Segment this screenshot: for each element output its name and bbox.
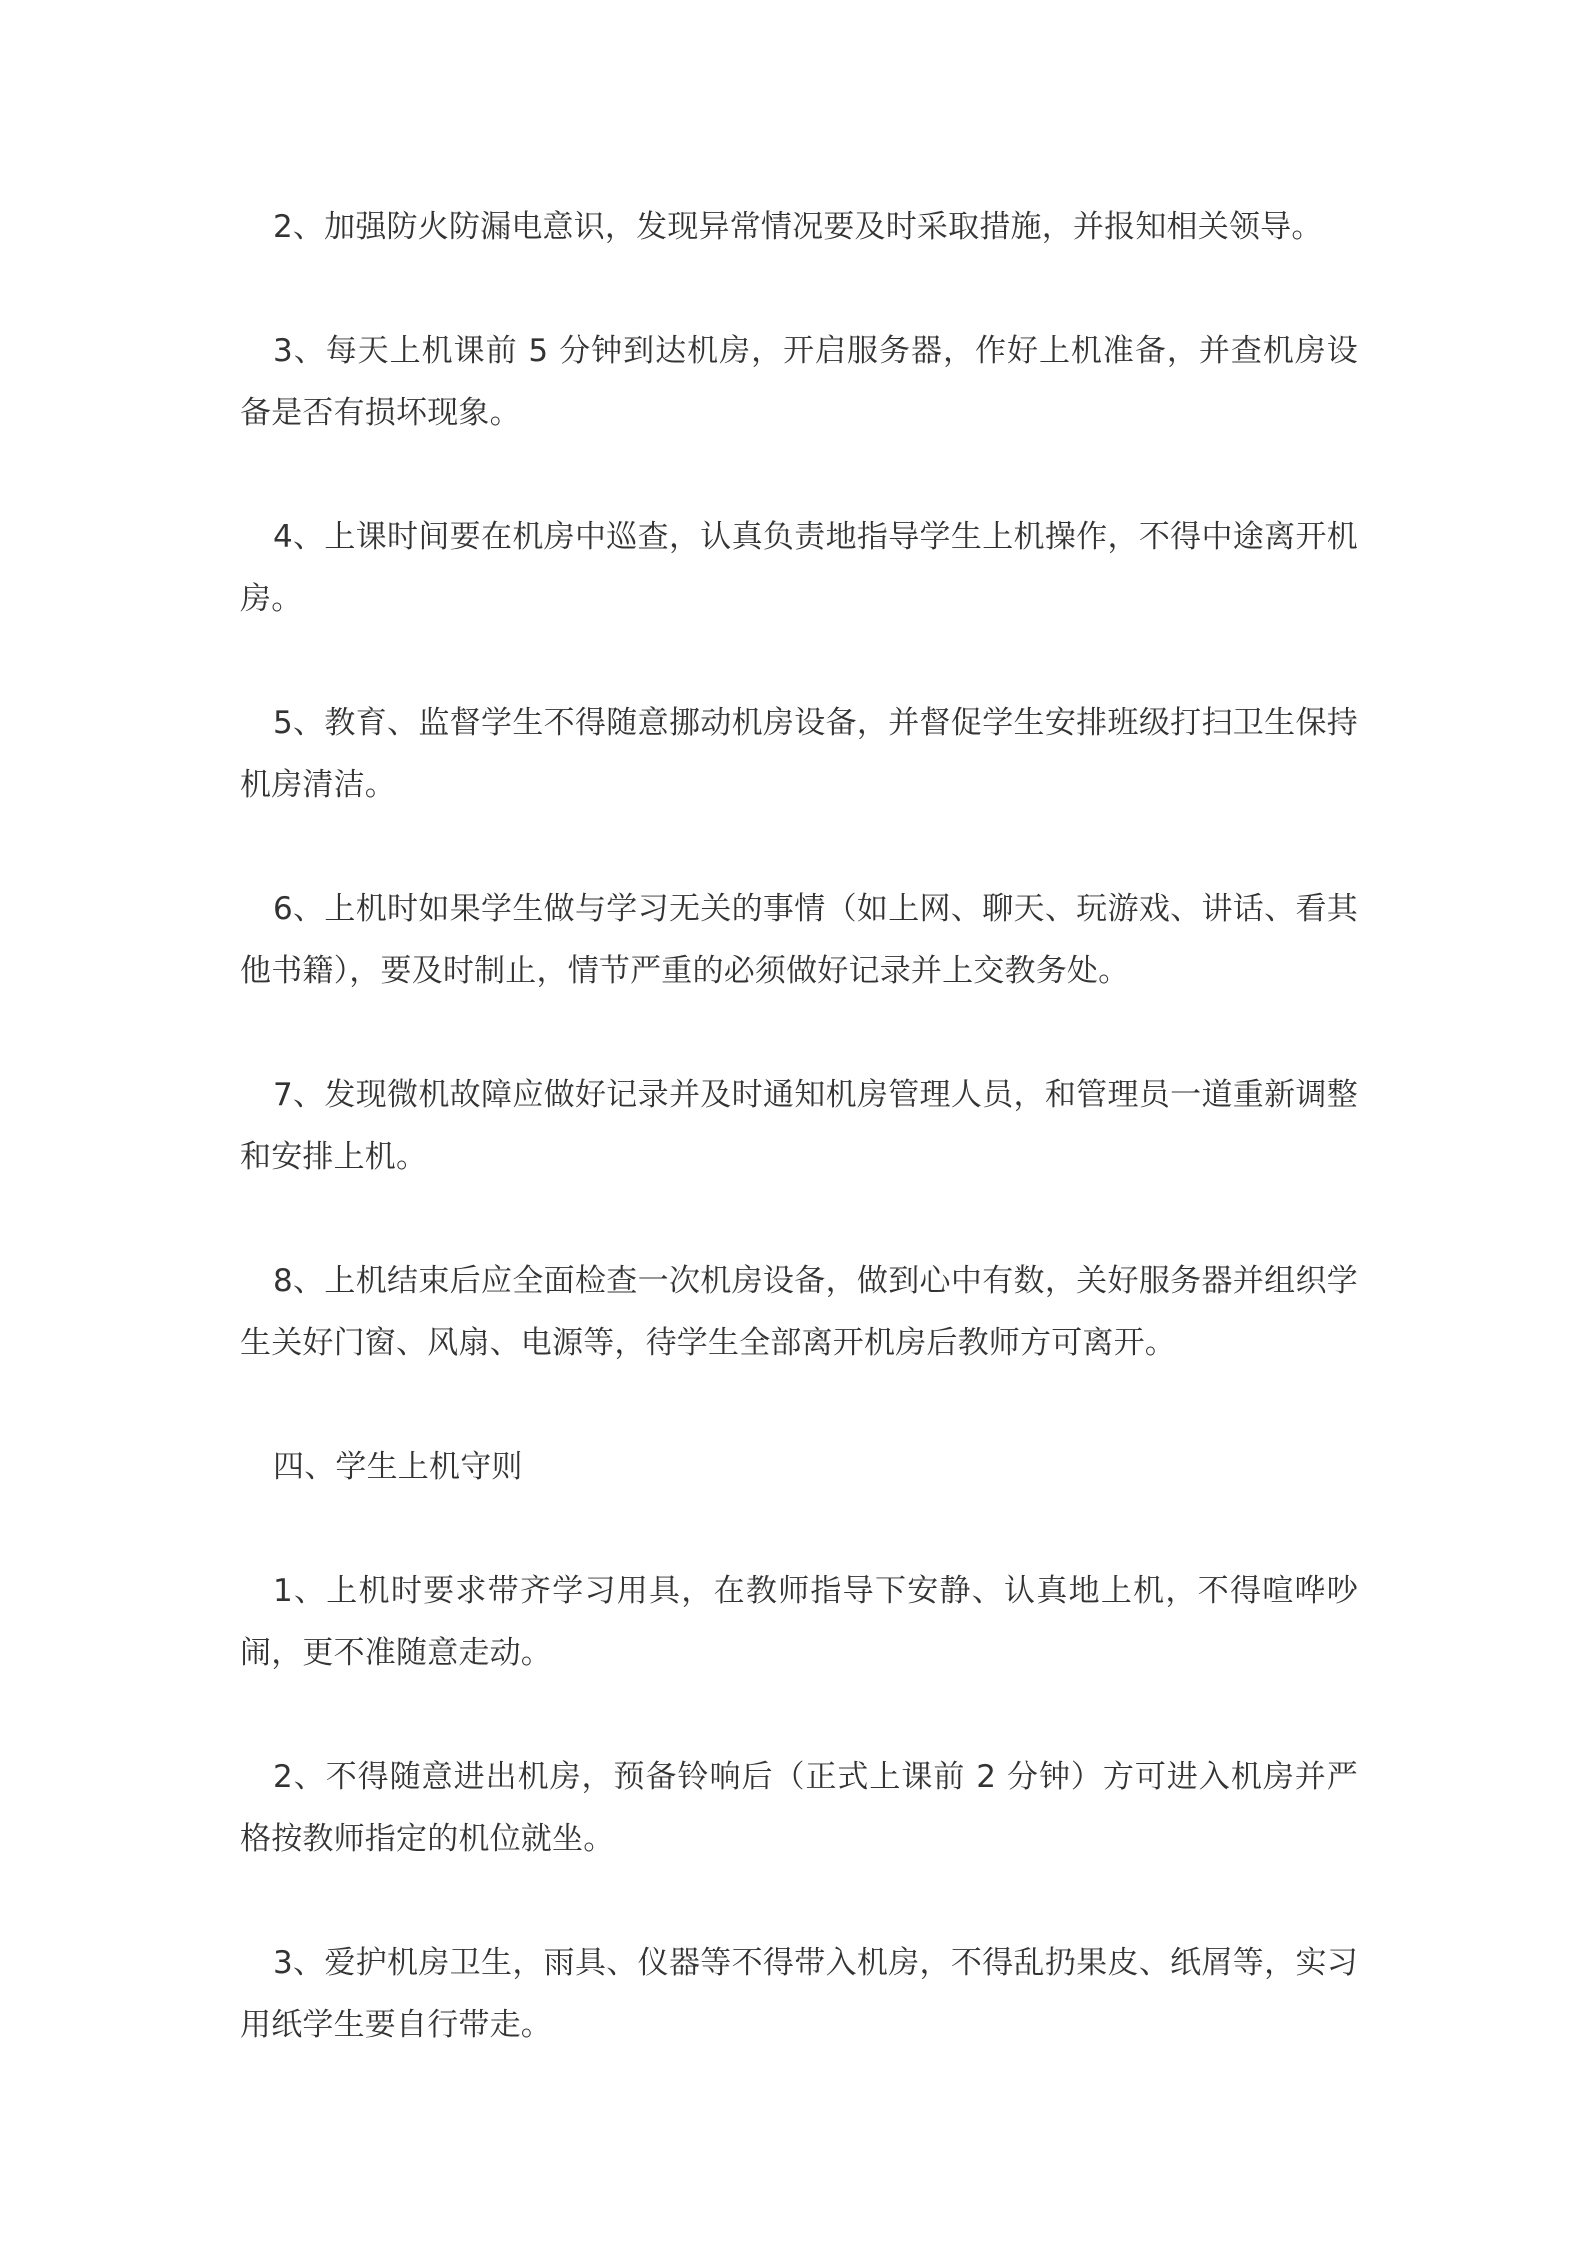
- teacher-rule-3: 3、每天上机课前 5 分钟到达机房，开启服务器，作好上机准备，并查机房设备是否有损坏现象。: [240, 333, 1358, 431]
- teacher-rule-8: 8、上机结束后应全面检查一次机房设备，做到心中有数，关好服务器并组织学生关好门窗、风扇、电源等，待学生全部离开机房后教师方可离开。: [240, 1263, 1358, 1361]
- section-heading-student-rules: 四、学生上机守则: [273, 1449, 523, 1485]
- student-rule-3: 3、爱护机房卫生，雨具、仪器等不得带入机房，不得乱扔果皮、纸屑等，实习用纸学生要自行带走。: [240, 1945, 1358, 2043]
- teacher-rule-7: 7、发现微机故障应做好记录并及时通知机房管理人员，和管理员一道重新调整和安排上机。: [240, 1077, 1358, 1175]
- student-rule-2: 2、不得随意进出机房，预备铃响后（正式上课前 2 分钟）方可进入机房并严格按教师指定的机位就坐。: [240, 1759, 1358, 1857]
- document-page: [240, 196, 1358, 2118]
- teacher-rule-6: 6、上机时如果学生做与学习无关的事情（如上网、聊天、玩游戏、讲话、看其他书籍），要及时制止，情节严重的必须做好记录并上交教务处。: [240, 891, 1358, 989]
- teacher-rule-2: 2、加强防火防漏电意识，发现异常情况要及时采取措施，并报知相关领导。: [273, 209, 1323, 245]
- teacher-rule-4: 4、上课时间要在机房中巡查，认真负责地指导学生上机操作，不得中途离开机房。: [240, 519, 1358, 617]
- student-rule-1: 1、上机时要求带齐学习用具，在教师指导下安静、认真地上机，不得喧哗吵闹，更不准随意走动。: [240, 1573, 1358, 1671]
- teacher-rule-5: 5、教育、监督学生不得随意挪动机房设备，并督促学生安排班级打扫卫生保持机房清洁。: [240, 705, 1358, 803]
